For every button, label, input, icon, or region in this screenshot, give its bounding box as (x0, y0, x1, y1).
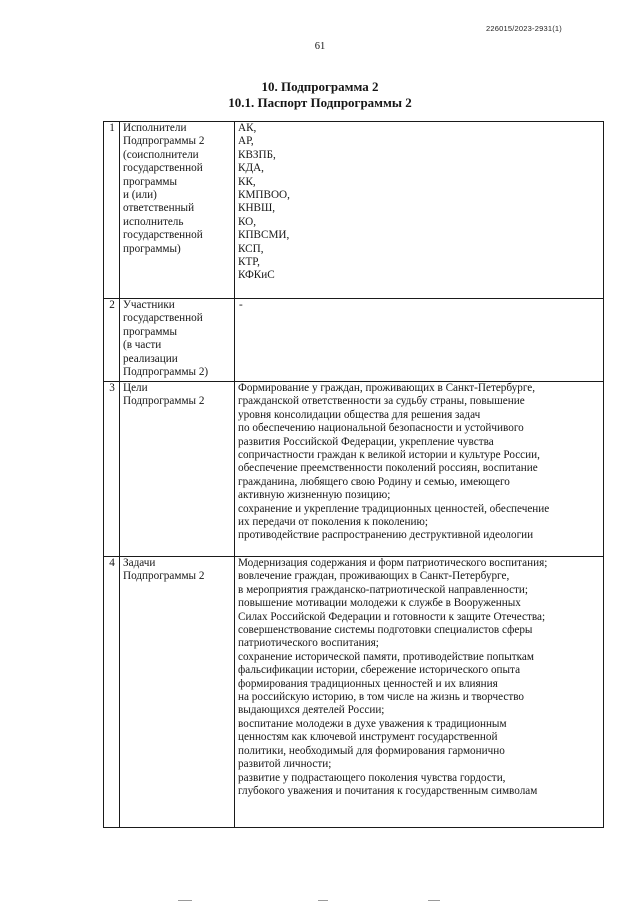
passport-table (103, 121, 604, 828)
value-line: сохранение исторической памяти, противодействие попыткам (238, 650, 534, 663)
row-label-text: Исполнители Подпрограммы 2 (соисполнители государственной программы и (или) ответственный исполнитель государственной программы) (123, 122, 205, 255)
value-line: КО, (238, 215, 257, 228)
table-row (104, 299, 604, 382)
table-row (104, 557, 604, 828)
row-label (120, 299, 235, 382)
row-number: 2 (104, 299, 120, 382)
subsection-title: 10.1. Паспорт Подпрограммы 2 (228, 95, 412, 110)
value-line: АК, (238, 122, 257, 134)
value-line: - (239, 299, 243, 311)
value-line: глубокого уважения и почитания к государственным символам (238, 784, 538, 797)
value-line: гражданской ответственности за судьбу страны, повышение (238, 395, 525, 408)
value-line: их передачи от поколения к поколению; (238, 516, 428, 529)
row-label (120, 122, 235, 299)
scan-artifact-line (428, 900, 440, 901)
value-line: КСП, (238, 242, 264, 255)
value-line: активную жизненную позицию; (238, 489, 391, 502)
value-line: выдающихся деятелей России; (238, 704, 385, 717)
value-line: на российскую историю, в том числе на жизнь и творчество (238, 691, 525, 704)
row-number: 1 (104, 122, 120, 299)
page-number: 61 (314, 41, 326, 52)
value-line: КДА, (238, 162, 264, 175)
section-title: 10. Подпрограмма 2 (261, 79, 379, 94)
value-line: политики, необходимый для формирования гармонично (238, 744, 505, 757)
value-line: Модернизация содержания и форм патриотического воспитания; (238, 557, 548, 569)
value-line: уровня консолидации общества для решения задач (238, 408, 481, 421)
value-line: развитие у подрастающего поколения чувства гордости, (238, 771, 506, 784)
value-line: Формирование у граждан, проживающих в Санкт-Петербурге, (238, 382, 536, 394)
value-line: обеспечение преемственности поколений россиян, воспитание (238, 462, 538, 475)
value-line: фальсификации истории, сбережение исторического опыта (238, 664, 521, 677)
value-line: КПВСМИ, (238, 229, 290, 242)
value-line: противодействие распространению деструктивной идеологии (238, 529, 534, 542)
value-line: воспитание молодежи в духе уважения к традиционным (238, 717, 507, 730)
scan-artifact-line (178, 900, 192, 901)
value-line: в мероприятия гражданско-патриотической направленности; (238, 583, 529, 596)
value-line: гражданина, любящего свою Родину и семью, имеющего (238, 475, 510, 488)
value-line: развития Российской Федерации, укрепление чувства (238, 435, 494, 448)
row-label-text: Участники государственной программы (в части реализации Подпрограммы 2) (123, 299, 209, 379)
value-line: КТР, (238, 256, 260, 269)
scan-artifact-line (318, 900, 328, 901)
value-line: АР, (238, 135, 254, 148)
row-number: 4 (104, 557, 120, 828)
document-id: 226015/2023-2931(1) (486, 24, 562, 33)
row-label-text: Цели Подпрограммы 2 (123, 382, 205, 408)
value-line: патриотического воспитания; (238, 637, 379, 650)
value-line: по обеспечению национальной безопасности и устойчивого (238, 422, 524, 435)
row-value (235, 299, 604, 382)
row-value (235, 122, 604, 299)
value-line: вовлечение граждан, проживающих в Санкт-Петербурге, (238, 570, 510, 583)
row-number: 3 (104, 382, 120, 557)
value-line: Силах Российской Федерации и готовности к защите Отечества; (238, 610, 546, 623)
row-value (235, 382, 604, 557)
value-line: формирования традиционных ценностей и их влияния (238, 677, 498, 690)
row-value (235, 557, 604, 828)
value-line: КВЗПБ, (238, 148, 276, 161)
value-line: сопричастности граждан к великой истории и культуре России, (238, 449, 540, 462)
value-line: КФКиС (238, 269, 275, 282)
value-line: КМПВОО, (238, 189, 290, 202)
value-line: совершенствование системы подготовки специалистов сферы (238, 624, 533, 637)
row-label (120, 382, 235, 557)
value-line: сохранение и укрепление традиционных ценностей, обеспечение (238, 502, 550, 515)
value-line: повышение мотивации молодежи к службе в Вооруженных (238, 597, 521, 610)
value-line: КК, (238, 175, 256, 188)
row-label (120, 557, 235, 828)
value-line: развитой личности; (238, 758, 332, 771)
table-row (104, 122, 604, 299)
value-line: КНВШ, (238, 202, 276, 215)
row-label-text: Задачи Подпрограммы 2 (123, 557, 205, 583)
value-line: ценностям как ключевой инструмент государственной (238, 731, 498, 744)
table-row (104, 382, 604, 557)
